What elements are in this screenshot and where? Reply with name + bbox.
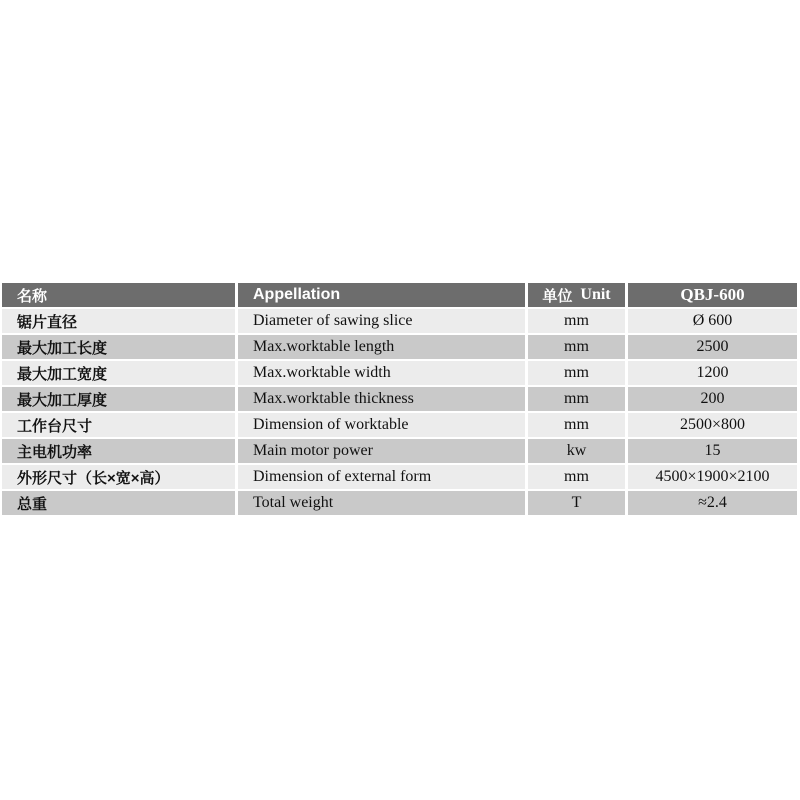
spec-appellation: Total weight	[238, 491, 525, 515]
spec-unit: kw	[528, 439, 625, 463]
spec-appellation: Max.worktable length	[238, 335, 525, 359]
spec-value: ≈2.4	[628, 491, 797, 515]
spec-value: 1200	[628, 361, 797, 385]
spec-unit: mm	[528, 465, 625, 489]
spec-unit: mm	[528, 361, 625, 385]
spec-name: 锯片直径	[2, 309, 235, 333]
header-cell-appellation: Appellation	[238, 283, 525, 307]
spec-appellation: Dimension of external form	[238, 465, 525, 489]
spec-appellation: Main motor power	[238, 439, 525, 463]
spec-unit: mm	[528, 413, 625, 437]
spec-name: 最大加工宽度	[2, 361, 235, 385]
spec-table	[2, 283, 797, 515]
header-cell-model: QBJ-600	[628, 283, 797, 307]
spec-value: 4500×1900×2100	[628, 465, 797, 489]
spec-unit: mm	[528, 335, 625, 359]
spec-unit: mm	[528, 309, 625, 333]
spec-name: 最大加工长度	[2, 335, 235, 359]
spec-value: 2500	[628, 335, 797, 359]
header-unit-en-label: Unit	[580, 286, 611, 303]
spec-name: 工作台尺寸	[2, 413, 235, 437]
spec-name: 外形尺寸（长×宽×高）	[2, 465, 235, 489]
spec-value: 15	[628, 439, 797, 463]
header-cell-unit	[528, 283, 625, 307]
spec-appellation: Diameter of sawing slice	[238, 309, 525, 333]
spec-appellation: Dimension of worktable	[238, 413, 525, 437]
spec-unit: mm	[528, 387, 625, 411]
header-unit-cn-label: 单位	[542, 287, 573, 305]
spec-unit: T	[528, 491, 625, 515]
spec-appellation: Max.worktable thickness	[238, 387, 525, 411]
spec-name: 主电机功率	[2, 439, 235, 463]
spec-value: 200	[628, 387, 797, 411]
spec-name: 最大加工厚度	[2, 387, 235, 411]
spec-value: Ø 600	[628, 309, 797, 333]
spec-appellation: Max.worktable width	[238, 361, 525, 385]
spec-name: 总重	[2, 491, 235, 515]
spec-value: 2500×800	[628, 413, 797, 437]
header-cell-name: 名称	[2, 283, 235, 307]
